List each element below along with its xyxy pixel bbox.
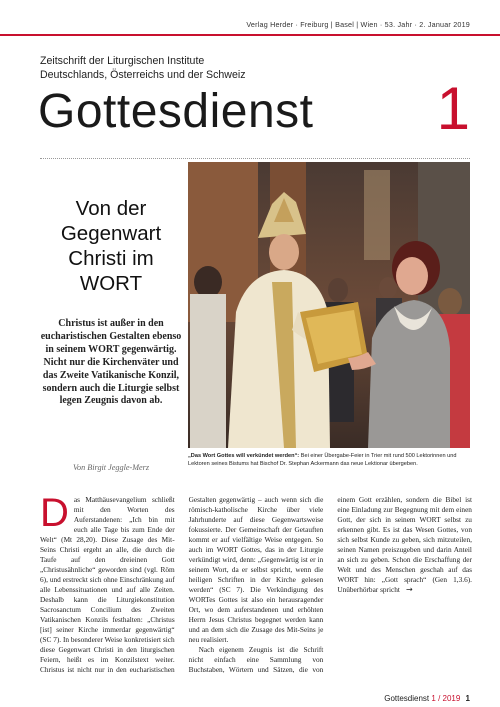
paragraph-2-text: Nach eigenem Zeugnis ist die Schrift nicht einfach eine Sammlung von Buchstaben, Wörtern und Sätzen, die von einem Gott erzählen, sondern die Bibel ist eine Einladung zur Begegnung mit dem einen Gott, der sich in seinem WORT selbst zu erkennen gibt. Es ist das Wesen Gottes, von sich selbst Kunde zu geben, sich mitzuteilen, seinen Namen preiszugeben und darin Anteil an sich zu geben. Schon die Erschaffung der Welt und des Menschen geschah auf das WORT hin: „Gott sprach“ (Gen 1,3.6). Unüberhörbar spricht [188,495,472,674]
issue-number: 1 [436,75,470,142]
caption-quote: „Das Wort Gottes will verkündet werden“: [188,453,300,459]
continue-arrow-icon: → [405,585,413,594]
article-headline: Von der Gegenwart Christi im WORT [60,197,162,295]
footer-issue: 1 / 2019 [431,694,461,703]
photo-caption [188,452,472,468]
top-bar [0,0,500,36]
caption-text: Bei einer Übergabe-Feier in Trier mit rund 500 Lektorinnen und Lektoren seines Bistums hat Bischof Dr. Stephan Ackermann das neue Lektionar übergeben. [188,453,457,467]
article-author: Von Birgit Jeggle-Merz [72,463,150,472]
article-body [40,491,472,681]
subtitle-line-1: Zeitschrift der Liturgischen Institute [40,55,205,67]
page-footer [384,694,470,703]
article-lead: Christus ist außer in den eucharistischen Gestalten ebenso in seinem WORT gegenwärtig. Nicht nur die Kirchenväter und das Zweite Vatikanische Konzil, sondern auch die Liturgie selbst legen Zeugnis davon ab. [40,318,182,407]
footer-magazine: Gottesdienst [384,694,430,703]
page-number: 1 [465,694,470,703]
drop-cap: D [40,491,69,535]
subtitle-line-2: Deutschlands, Österreichs und der Schweiz [40,69,246,81]
photo-illustration [188,162,470,448]
publisher-meta: Verlag Herder · Freiburg | Basel | Wien · 53. Jahr · 2. Januar 2019 [246,20,470,29]
journal-subtitle [40,54,380,82]
dotted-divider [40,158,470,159]
article-photo [188,162,470,448]
magazine-title: Gottesdienst [38,85,314,138]
paragraph-1-text: as Matthäusevangelium schließt mit den Worten des Auferstandenen: „Ich bin mit euch alle Tage bis zum Ende der Welt“ (Mt 28,20). Diese Zusage des Mit-Seins Christi ergeht an alle, die durch die Taufe auf den dreieinen Gott „Christusähnliche“ geworden sind (vgl. Röm 6), und erstreckt sich ohne Einschränkung auf alle Lebenssituationen und auf alle Zeiten. Deshalb kann die Liturgiekonstitution Sacrosanctum Concilium des Zweiten Vatikanischen Konzils festhalten: „Christus [ist] seiner Kirche immerdar gegenwärtig“ (SC 7). In besonderer Weise konkretisiert sich diese Gegenwart Christi in den liturgischen Feiern, heißt es im Konzilstext weiter. Christus ist nicht nur in den eucharistischen Gestalten gegenwärtig – auch wenn sich die römisch-katholische Kirche über viele Jahrhunderte auf diese Gegenwartsweise fokussierte. Der Gemeinschaft der Getauften kommt er auf vielfältige Weise entgegen. So auch im WORT Gottes, das in der Liturgie verkündigt wird, denn: „Gegenwärtig ist er in seinem Wort, da er selbst spricht, wenn die heiligen Schriften in der Kirche gelesen werden“ (SC 7). Die Verkündigung des WORTes Gottes ist also ein herausragender Ort, wo dem auferstandenen und erhöhten Herrn Jesus Christus begegnet werden kann und an dem sich die Zusage des Mit-Seins je neu realisiert. [40,495,324,674]
